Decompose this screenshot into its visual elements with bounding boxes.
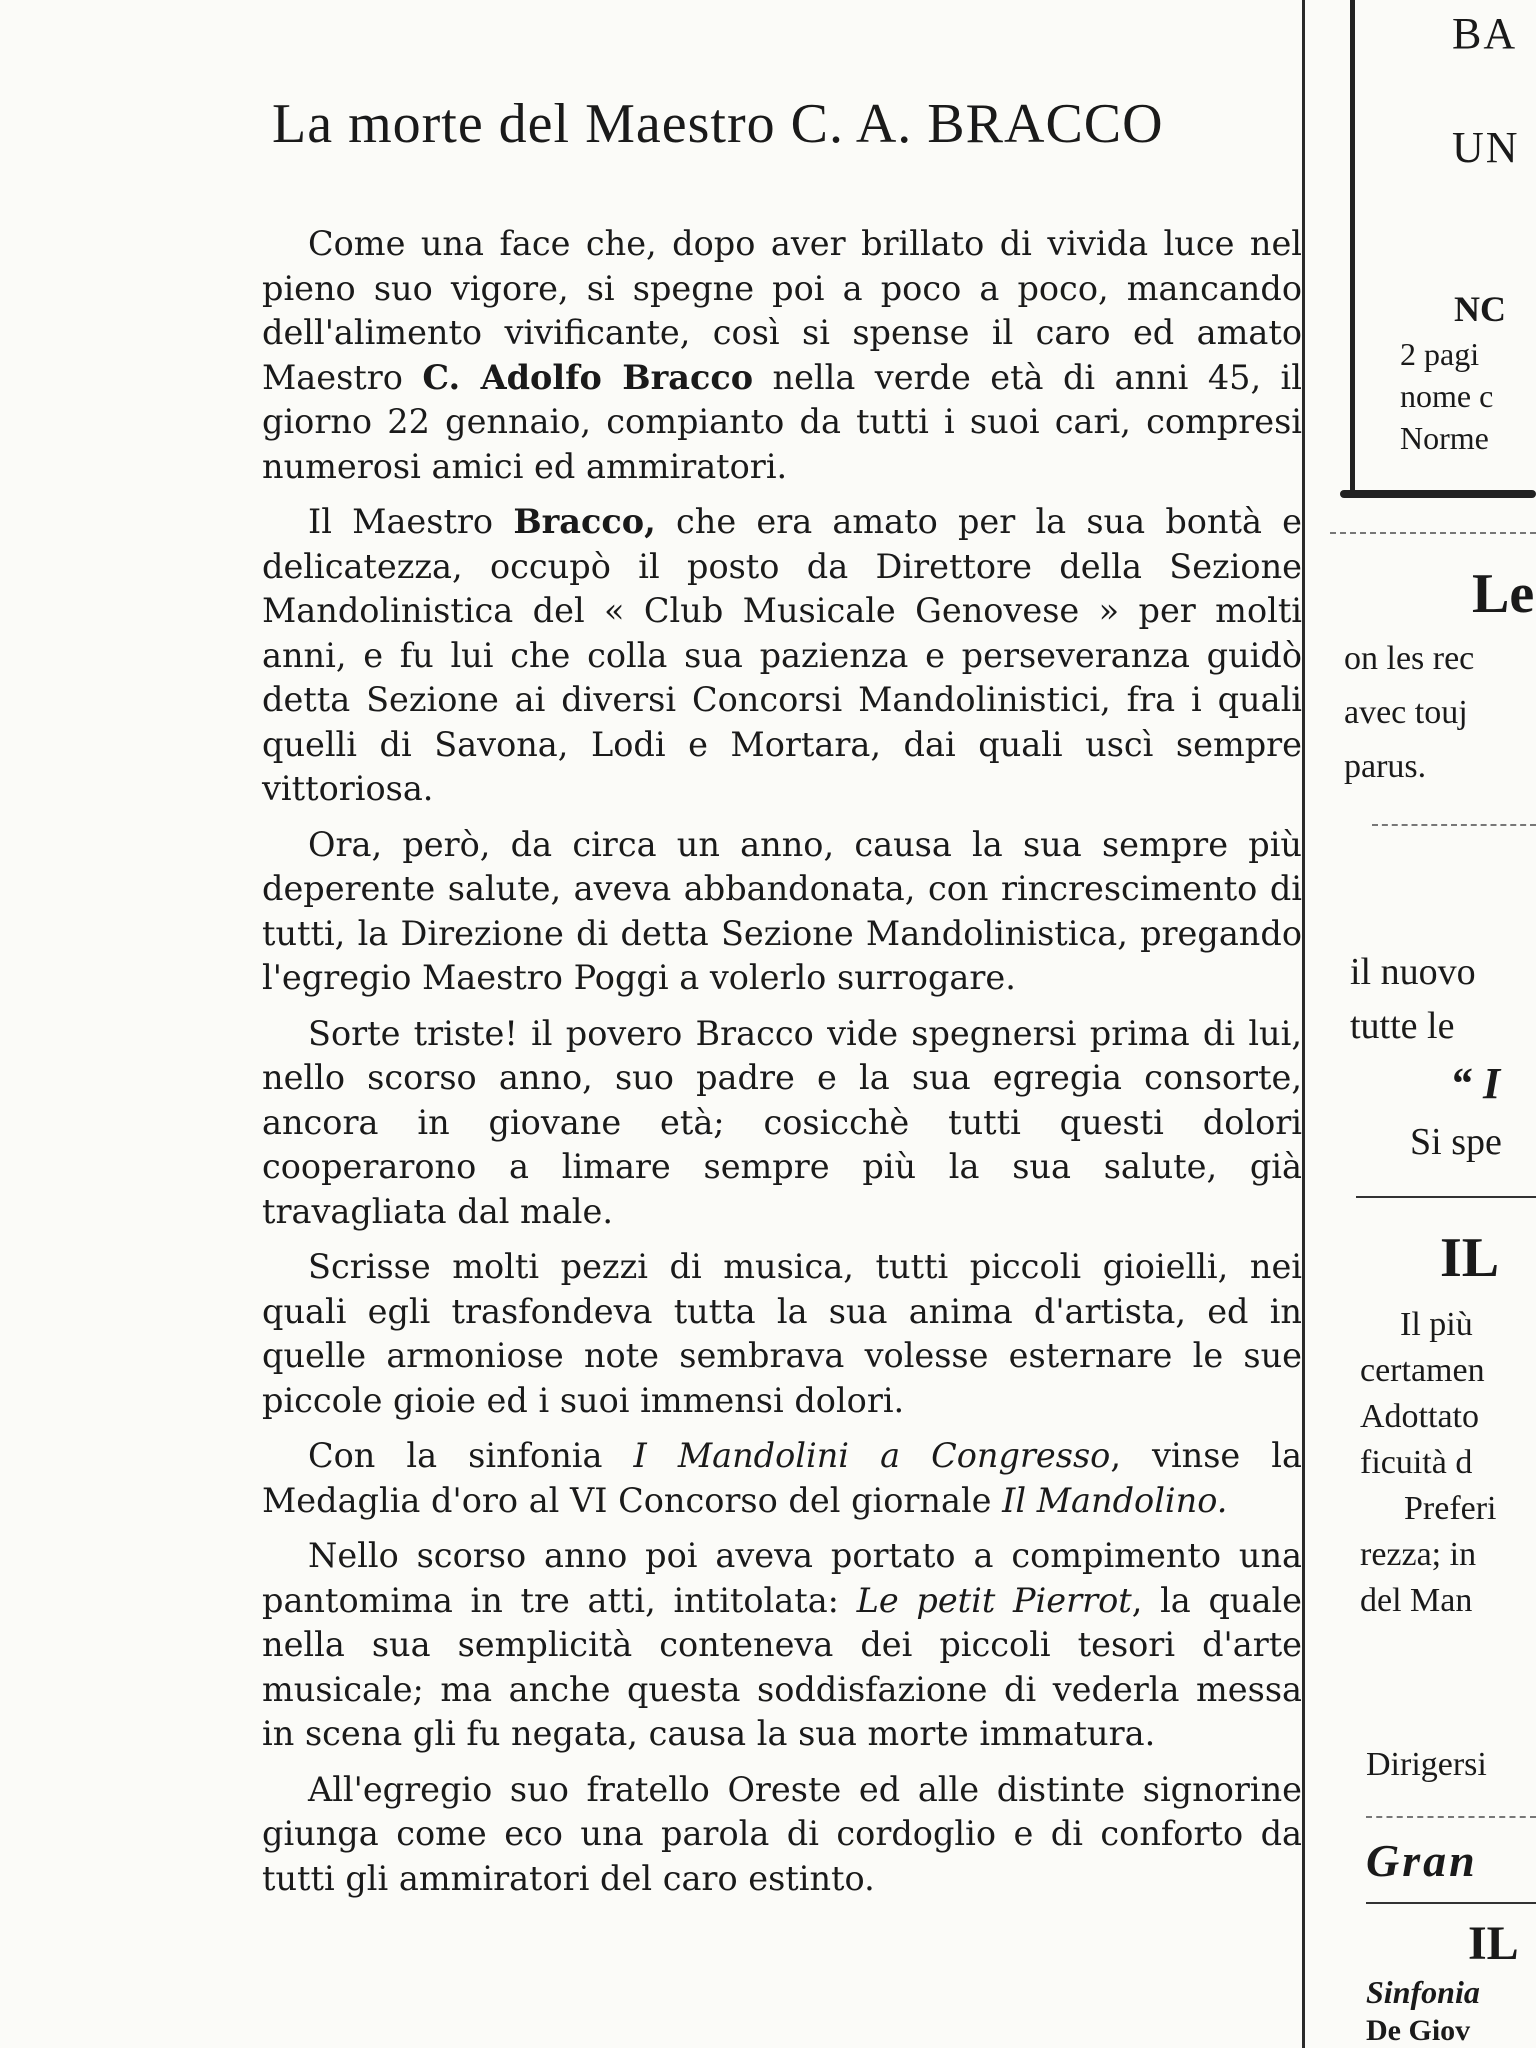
fragment-certamen: certamen xyxy=(1360,1352,1485,1389)
fragment-sinfonia: Sinfonia xyxy=(1366,1974,1480,2010)
article-paragraph xyxy=(262,1245,1302,1423)
article-paragraph xyxy=(262,1534,1302,1757)
fragment-nc: NC xyxy=(1454,289,1506,329)
section-rule xyxy=(1356,1196,1536,1198)
fragment-parus: parus. xyxy=(1344,748,1427,785)
section-rule xyxy=(1366,1902,1536,1904)
paragraph-text: Il Maestro xyxy=(308,502,514,541)
fragment-quote: “ I xyxy=(1450,1059,1501,1108)
fragment-tutte: tutte le xyxy=(1350,1005,1455,1047)
fragment-delman: del Man xyxy=(1360,1582,1473,1619)
article-headline: La morte del Maestro C. A. BRACCO xyxy=(272,93,1164,155)
article-paragraph xyxy=(262,823,1302,1001)
fragment-le-heading: Le xyxy=(1472,563,1535,625)
fragment-nome: nome c xyxy=(1400,378,1494,414)
fragment-gran: Gran xyxy=(1366,1835,1478,1886)
paragraph-text: nella verde età di anni 45, il giorno 22 gennaio, compianto da tutti i suoi cari, compresi numerosi amici ed ammiratori. xyxy=(262,357,1302,486)
article-paragraph xyxy=(262,1434,1302,1523)
fragment-ba: BA xyxy=(1452,9,1518,58)
paragraph-text: All'egregio suo fratello Oreste ed alle distinte signorine giunga come eco una parola di cordoglio e di conforto da tutti gli ammiratori del caro estinto. xyxy=(262,1769,1302,1898)
section-divider xyxy=(1366,1816,1536,1818)
paragraph-text: Con la sinfonia xyxy=(308,1436,634,1475)
fragment-onles: on les rec xyxy=(1344,640,1475,677)
paragraph-text: Ora, però, da circa un anno, causa la sua sempre più deperente salute, aveva abbandonata, con rincrescimento di tutti, la Direzione di detta Sezione Mandolinistica, pregando l'egregio Maestro Poggi a volerlo surrogare. xyxy=(262,824,1302,997)
bold-name: Bracco, xyxy=(513,502,656,541)
paragraph-text: Come una face che, dopo aver brillato di vivida luce nel pieno suo vigore, si spegne poi a poco a poco, mancando dell'alimento vivificante, così si spense il caro ed amato Maestro xyxy=(262,224,1302,397)
fragment-il-second: IL xyxy=(1468,1917,1519,1970)
fragment-avec: avec touj xyxy=(1344,694,1468,731)
section-divider xyxy=(1372,824,1536,826)
fragment-dirigersi: Dirigersi xyxy=(1366,1746,1487,1783)
announcement-box-bottom-rule xyxy=(1340,490,1536,498)
article-paragraph xyxy=(262,500,1302,812)
paragraph-text: , vinse la Medaglia d'oro al VI Concorso del giornale xyxy=(262,1436,1302,1520)
article-paragraph xyxy=(262,222,1302,489)
italic-title: Le petit Pierrot xyxy=(856,1580,1132,1620)
fragment-ilpiu: Il più xyxy=(1400,1306,1473,1343)
article-paragraph xyxy=(262,1768,1302,1902)
bold-name: C. Adolfo Bracco xyxy=(422,357,754,397)
paragraph-text: che era amato per la sua bontà e delicatezza, occupò il posto da Direttore della Sezione Mandolinistica del « Club Musicale Genovese » per molti anni, e fu lui che colla sua pazienza e perseveranza guidò detta Sezione ai diversi Concorsi Mandolinistici, fra i quali quelli di Savona, Lodi e Mortara, dai quali uscì sempre vittoriosa. xyxy=(262,502,1302,808)
announcement-box-border xyxy=(1350,0,1355,492)
article-paragraph xyxy=(262,1012,1302,1235)
fragment-norme: Norme xyxy=(1400,420,1489,456)
column-divider xyxy=(1302,0,1305,2048)
fragment-sispe: Si spe xyxy=(1410,1121,1502,1163)
fragment-il-heading: IL xyxy=(1440,1227,1500,1289)
fragment-nuovo: il nuovo xyxy=(1350,951,1476,993)
article-body xyxy=(262,222,1302,1912)
fragment-ficuita: ficuità d xyxy=(1360,1444,1473,1481)
fragment-adottato: Adottato xyxy=(1360,1398,1479,1435)
fragment-degiov: De Giov xyxy=(1366,2014,1471,2047)
fragment-un: UN xyxy=(1452,123,1520,172)
paragraph-text: Sorte triste! il povero Bracco vide spegnersi prima di lui, nello scorso anno, suo padre e la sua egregia consorte, ancora in giovane età; cosicchè tutti questi dolori cooperarono a limare sempre più la sua salute, già travagliata dal male. xyxy=(262,1013,1302,1231)
fragment-pagi: 2 pagi xyxy=(1400,336,1480,372)
section-divider xyxy=(1330,532,1536,534)
fragment-rezza: rezza; in xyxy=(1360,1536,1477,1573)
paragraph-text: , la quale nella sua semplicità conteneva dei piccoli tesori d'arte musicale; ma anche questa soddisfazione di vederla messa in scena gli fu negata, causa la sua morte immatura. xyxy=(262,1580,1302,1753)
paragraph-text: Nello scorso anno poi aveva portato a compimento una pantomima in tre atti, intitolata: xyxy=(262,1536,1302,1620)
left-column xyxy=(262,0,1302,2048)
paragraph-text: Scrisse molti pezzi di musica, tutti piccoli gioielli, nei quali egli trasfondeva tutta la sua anima d'artista, ed in quelle armoniose note sembrava volesse esternare le sue piccole gioie ed i suoi immensi dolori. xyxy=(262,1247,1302,1420)
fragment-preferi: Preferi xyxy=(1404,1490,1497,1527)
right-column xyxy=(1330,0,1536,2048)
italic-title: Il Mandolino. xyxy=(1002,1480,1228,1520)
italic-title: I Mandolini a Congresso xyxy=(633,1436,1111,1475)
